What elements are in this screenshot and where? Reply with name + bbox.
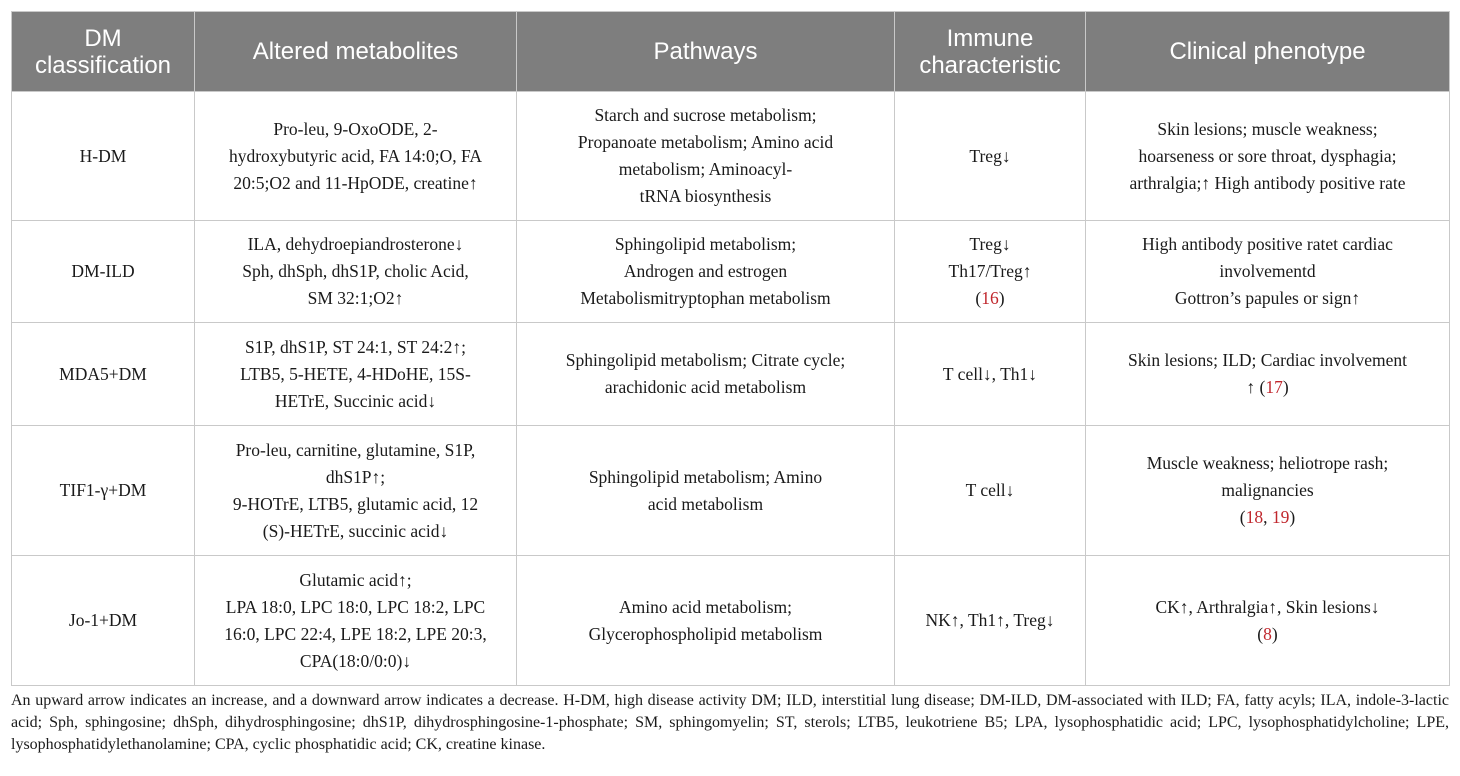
cell-line: classification [34,51,172,79]
reference-link[interactable]: 16 [981,288,999,308]
cell-line: Pro-leu, carnitine, glutamine, S1P, [235,439,476,460]
cell-line: Propanoate metabolism; Amino acid [577,132,834,152]
cell-line: S1P, dhS1P, ST 24:1, ST 24:2↑; [244,336,467,357]
table-container [11,11,1449,686]
header-dm-classification [12,12,195,92]
cell-line: Amino acid metabolism; [618,596,793,617]
cell-line: Immune [946,24,1034,52]
table-footnote: An upward arrow indicates an increase, and a downward arrow indicates a decrease. H-DM, high disease activity DM; ILD, interstitial lung disease; DM-ILD, DM-associated with ILD; FA, fatty acyls; ILA, indole-3-lactic acid; Sph, sphingosine; dhSph, dihydrosphingosine; dhS1P, dihydrosphingosine-1-phosphate; SM, sphingomyelin; ST, sterols; LTB5, leukotriene B5; LPA, lysophosphatidic acid; LPC, lysophosphatidylcholine; LPE, lysophosphatidylethanolamine; CPA, cyclic phosphatidic acid; CK, creatine kinase. [11,692,1449,753]
dm-metabolites-table [11,11,1450,686]
reference-link[interactable]: 17 [1265,377,1283,397]
table-row [12,92,1450,221]
cell-line: T cell↓ [965,480,1015,500]
header-immune-characteristic [895,12,1086,92]
cell-line: Glutamic acid↑; [299,569,412,590]
cell-line: T cell↓, Th1↓ [942,363,1038,384]
cell-line: Altered metabolites [252,38,459,65]
cell-dm-classification: TIF1-γ+DM [12,426,195,556]
header-pathways [517,12,895,92]
cell-line: Gottron’s papules or sign↑ [1174,288,1361,308]
cell-immune-characteristic [895,92,1086,221]
cell-line: Muscle weakness; heliotrope rash; [1146,453,1389,473]
cell-line: metabolism; Aminoacyl- [618,159,793,179]
citation: (16) [975,288,1005,308]
cell-line: arachidonic acid metabolism [604,377,807,397]
cell-line: HETrE, Succinic acid↓ [274,390,437,411]
cell-clinical-phenotype [1086,323,1450,426]
cell-line: 9-HOTrE, LTB5, glutamic acid, 12 [232,493,479,514]
cell-line: hydroxybutyric acid, FA 14:0;O, FA [228,145,483,166]
reference-link[interactable]: 19 [1271,507,1290,527]
cell-clinical-phenotype [1086,92,1450,221]
cell-line: Glycerophospholipid metabolism [588,623,823,644]
cell-line: Skin lesions; muscle weakness; [1157,118,1378,139]
cell-line: involvementd [1219,261,1316,281]
cell-line: Clinical phenotype [1169,38,1366,65]
cell-immune-characteristic [895,323,1086,426]
cell-altered-metabolites [195,426,517,556]
cell-line: malignancies [1221,480,1314,500]
cell-line: Treg↓ [969,234,1011,254]
table-row [12,323,1450,426]
cell-line: Th17/Treg↑ [948,261,1032,281]
cell-dm-classification: H-DM [12,92,195,221]
cell-line: Pathways [653,38,758,65]
cell-altered-metabolites [195,221,517,323]
cell-clinical-phenotype [1086,556,1450,686]
table-body [12,92,1450,686]
cell-line: Skin lesions; ILD; Cardiac involvement [1128,350,1407,370]
reference-link[interactable]: 18 [1245,507,1264,527]
cell-pathways [517,323,895,426]
cell-line: LTB5, 5-HETE, 4-HDoHE, 15S- [240,363,471,384]
cell-line: CPA(18:0/0:0)↓ [299,650,412,671]
table-header-row [12,12,1450,92]
cell-line: NK↑, Th1↑, Treg↓ [925,610,1055,630]
cell-pathways [517,426,895,556]
cell-altered-metabolites [195,92,517,221]
cell-immune-characteristic [895,426,1086,556]
table-row [12,556,1450,686]
header-clinical-phenotype [1086,12,1450,92]
cell-line: Treg↓ [969,145,1011,166]
cell-line: High antibody positive ratet cardiac [1142,234,1393,254]
reference-link[interactable]: 8 [1263,623,1272,644]
cell-pathways [517,221,895,323]
citation: ↑ (17) [1246,377,1289,397]
cell-immune-characteristic [895,221,1086,323]
cell-clinical-phenotype [1086,221,1450,323]
cell-clinical-phenotype [1086,426,1450,556]
cell-line: LPA 18:0, LPC 18:0, LPC 18:2, LPC [225,596,486,617]
cell-dm-classification: MDA5+DM [12,323,195,426]
cell-pathways [517,556,895,686]
cell-line: arthralgia;↑ High antibody positive rate [1129,172,1406,193]
cell-line: hoarseness or sore throat, dysphagia; [1138,145,1397,166]
cell-line: ILA, dehydroepiandrosterone↓ [247,234,464,254]
header-altered-metabolites [195,12,517,92]
cell-line: DM [84,24,122,52]
cell-line: SM 32:1;O2↑ [307,288,404,308]
cell-line: Androgen and estrogen [623,261,788,281]
cell-line: Metabolismitryptophan metabolism [580,288,831,308]
table-row [12,426,1450,556]
cell-line: Starch and sucrose metabolism; [594,105,817,125]
cell-line: acid metabolism [647,493,764,514]
citation: (18, 19) [1239,507,1296,527]
cell-line: Pro-leu, 9-OxoODE, 2- [273,118,438,139]
cell-line: characteristic [919,51,1061,79]
cell-line: 20:5;O2 and 11-HpODE, creatine↑ [233,172,478,193]
cell-line: Sphingolipid metabolism; Citrate cycle; [565,350,846,370]
table-row [12,221,1450,323]
cell-line: CK↑, Arthralgia↑, Skin lesions↓ [1155,596,1380,617]
cell-line: 16:0, LPC 22:4, LPE 18:2, LPE 20:3, [224,623,487,644]
cell-line: (S)-HETrE, succinic acid↓ [262,520,449,541]
cell-altered-metabolites [195,323,517,426]
cell-line: Sph, dhSph, dhS1P, cholic Acid, [242,261,469,281]
cell-line: dhS1P↑; [325,466,386,487]
cell-dm-classification: Jo-1+DM [12,556,195,686]
cell-pathways [517,92,895,221]
cell-immune-characteristic [895,556,1086,686]
cell-line: Sphingolipid metabolism; Amino [588,466,823,487]
cell-line: tRNA biosynthesis [639,186,772,206]
citation: (8) [1257,623,1278,644]
cell-altered-metabolites [195,556,517,686]
cell-line: Sphingolipid metabolism; [614,234,797,254]
cell-dm-classification: DM-ILD [12,221,195,323]
